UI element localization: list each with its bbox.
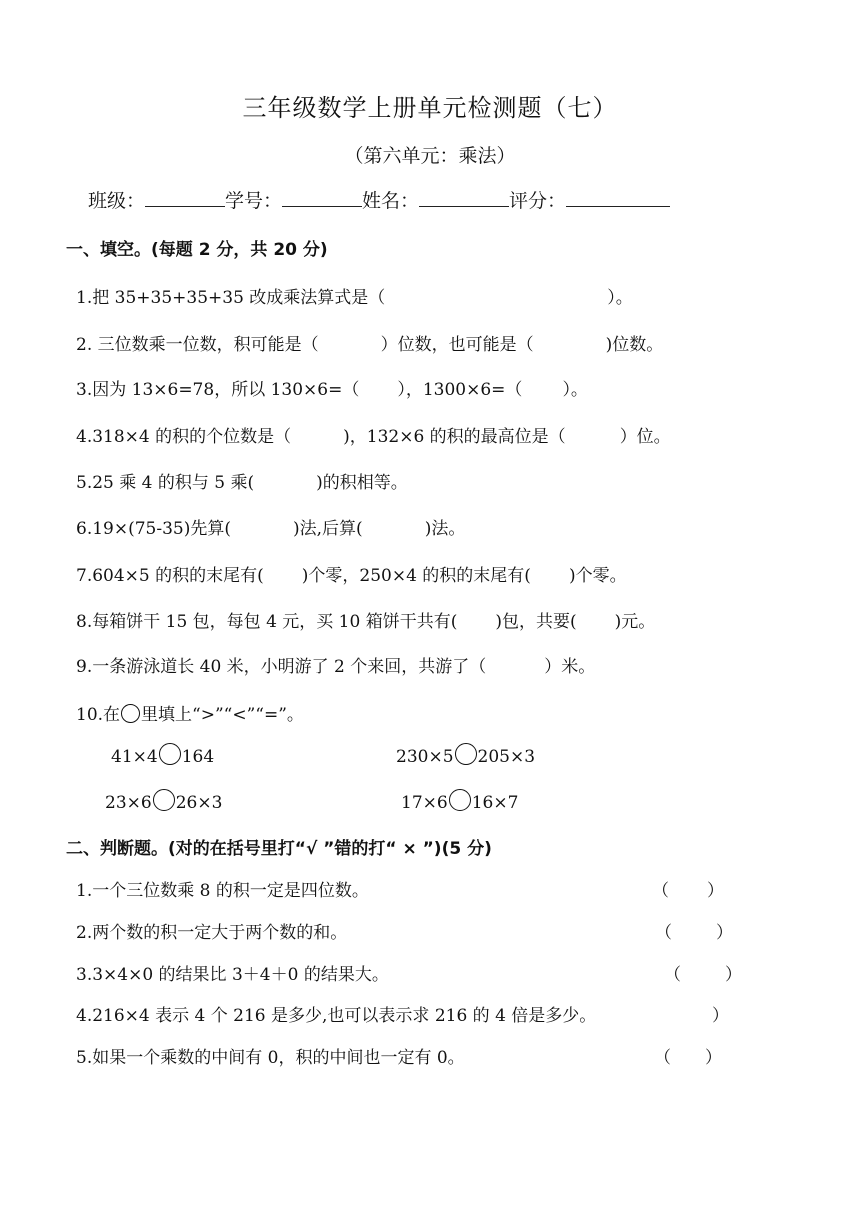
name-label: 姓名： — [362, 190, 420, 212]
q6-text-end: )法。 — [424, 519, 466, 539]
q10-text-end: 里填上“>”“<”“=”。 — [141, 705, 304, 725]
class-label: 班级： — [88, 190, 146, 212]
q10-text: 10.在 — [76, 705, 121, 725]
q7-text: 7.604×5 的积的末尾有( — [76, 566, 264, 586]
q4-text-mid: )，132×6 的积的最高位是（ — [343, 427, 566, 447]
question-2 — [76, 330, 663, 355]
q5-text-end: )的积相等。 — [316, 473, 408, 493]
compare-left: 230×5 — [396, 747, 454, 767]
compare-item-4 — [401, 789, 518, 813]
question-5 — [76, 468, 408, 493]
q6-text-mid: )法,后算( — [293, 519, 363, 539]
question-9 — [76, 652, 595, 677]
judge-bracket-3[interactable] — [664, 960, 742, 985]
q2-text: 2. 三位数乘一位数，积可能是（ — [76, 335, 319, 355]
q9-text: 9.一条游泳道长 40 米，小明游了 2 个来回，共游了（ — [76, 657, 487, 677]
judge-bracket-5[interactable] — [654, 1043, 722, 1068]
bracket-open: （ — [664, 965, 681, 985]
score-blank[interactable] — [566, 188, 670, 207]
q9-text-end: ）米。 — [544, 657, 596, 677]
judge-item-1: 1.一个三位数乘 8 的积一定是四位数。 — [76, 881, 369, 901]
score-label: 评分： — [509, 190, 567, 212]
question-4 — [76, 422, 671, 447]
section-2-heading: 二、判断题。(对的在括号里打“√ ”错的打“ × ”)(5 分) — [66, 839, 492, 859]
section-1-heading: 一、填空。(每题 2 分，共 20 分) — [66, 240, 328, 260]
q8-text-mid: )包，共要( — [495, 612, 577, 632]
bracket-close: ） — [705, 1048, 722, 1068]
question-7 — [76, 561, 627, 586]
q3-text-mid: ），1300×6=（ — [397, 380, 523, 400]
compare-circle-1[interactable] — [159, 743, 181, 765]
compare-circle-2[interactable] — [455, 743, 477, 765]
q2-text-end: )位数。 — [605, 335, 664, 355]
student-id-label: 学号： — [225, 190, 283, 212]
q8-text-end: )元。 — [614, 612, 656, 632]
compare-right: 205×3 — [477, 747, 536, 767]
question-6 — [76, 514, 465, 539]
bracket-open: （ — [652, 881, 669, 901]
page-subtitle: （第六单元：乘法） — [344, 145, 516, 167]
bracket-close: ） — [712, 1006, 729, 1026]
compare-item-1 — [111, 743, 214, 767]
bracket-open: （ — [654, 1048, 671, 1068]
q1-text-end: ）。 — [607, 288, 633, 308]
class-blank[interactable] — [145, 188, 225, 207]
q7-text-end: )个零。 — [568, 566, 627, 586]
q4-text-end: ）位。 — [619, 427, 671, 447]
name-blank[interactable] — [419, 188, 509, 207]
judge-bracket-2[interactable] — [655, 918, 733, 943]
q6-text: 6.19×(75-35)先算( — [76, 519, 232, 539]
student-id-blank[interactable] — [282, 188, 362, 207]
compare-item-3 — [105, 789, 222, 813]
q8-text: 8.每箱饼干 15 包，每包 4 元，买 10 箱饼干共有( — [76, 612, 458, 632]
q5-text: 5.25 乘 4 的积与 5 乘( — [76, 473, 255, 493]
question-3 — [76, 375, 588, 400]
q7-text-mid: )个零，250×4 的积的末尾有( — [301, 566, 531, 586]
q2-text-mid: ）位数，也可能是（ — [380, 335, 534, 355]
judge-item-2: 2.两个数的积一定大于两个数的和。 — [76, 923, 348, 943]
q3-text-end: ）。 — [562, 380, 588, 400]
compare-right: 164 — [181, 747, 215, 767]
judge-item-5: 5.如果一个乘数的中间有 0，积的中间也一定有 0。 — [76, 1048, 465, 1068]
bracket-close: ） — [716, 923, 733, 943]
q3-text: 3.因为 13×6=78，所以 130×6=（ — [76, 380, 360, 400]
compare-left: 41×4 — [111, 747, 158, 767]
q1-text: 1.把 35+35+35+35 改成乘法算式是（ — [76, 288, 386, 308]
question-10 — [76, 700, 304, 725]
compare-item-2 — [396, 743, 535, 767]
compare-left: 23×6 — [105, 793, 152, 813]
judge-item-4: 4.216×4 表示 4 个 216 是多少,也可以表示求 216 的 4 倍是多少。 — [76, 1006, 597, 1026]
bracket-open: （ — [655, 923, 672, 943]
bracket-close: ） — [725, 965, 742, 985]
circle-icon — [121, 704, 140, 723]
question-1 — [76, 283, 633, 308]
bracket-close: ） — [707, 881, 724, 901]
page-title: 三年级数学上册单元检测题（七） — [242, 94, 618, 122]
student-info-row — [88, 186, 670, 213]
question-8 — [76, 607, 655, 632]
q4-text: 4.318×4 的积的个位数是（ — [76, 427, 292, 447]
compare-right: 16×7 — [471, 793, 519, 813]
judge-item-3: 3.3×4×0 的结果比 3＋4＋0 的结果大。 — [76, 965, 389, 985]
compare-circle-3[interactable] — [153, 789, 175, 811]
judge-bracket-4[interactable] — [662, 1001, 729, 1026]
compare-circle-4[interactable] — [449, 789, 471, 811]
judge-bracket-1[interactable] — [652, 876, 724, 901]
compare-right: 26×3 — [175, 793, 223, 813]
compare-left: 17×6 — [401, 793, 448, 813]
